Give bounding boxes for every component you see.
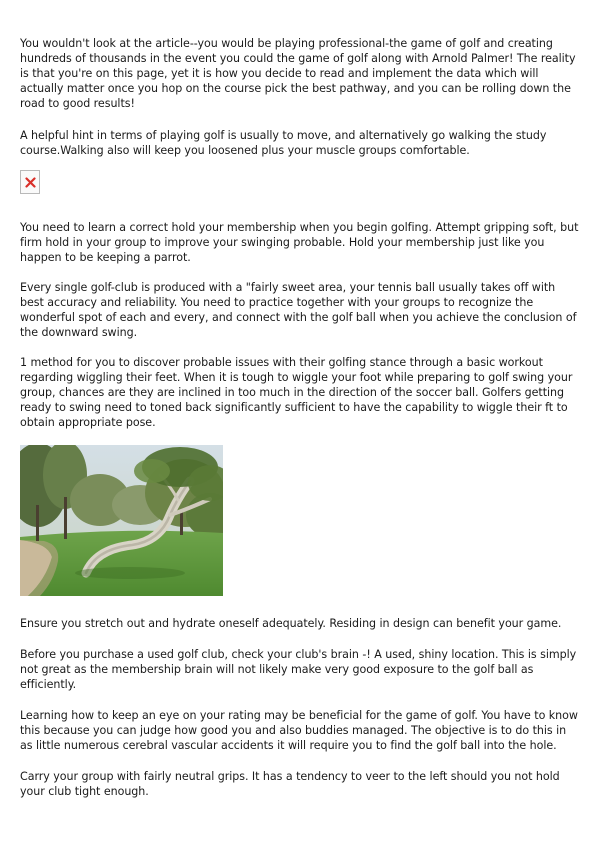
paragraph-9: Carry your group with fairly neutral grips. It has a tendency to veer to the left should you not hold your club tight enough. [20, 770, 560, 798]
paragraph-1: You wouldn't look at the article--you would be playing professional-the game of golf and creating hundreds of thousands in the event you could the game of golf along with Arnold Palmer! The reality is that you're on this page, yet it is how you decide to read and implement the data which will actually matter once you hop on the course pick the best pathway, and you can be rolling down the road to good results! [20, 37, 576, 110]
article [20, 36, 580, 799]
tree-on-golf-course-photo [20, 445, 223, 596]
paragraph-6: Ensure you stretch out and hydrate oneself adequately. Residing in design can benefit your game. [20, 617, 562, 630]
broken-image-icon [20, 170, 40, 194]
paragraph-5: 1 method for you to discover probable issues with their golfing stance through a basic workout regarding wiggling their feet. When it is tough to wiggle your foot while preparing to golf swing your group, chances are they are inclined in too much in the direction of the soccer ball. Golfers getting ready to swing need to toned back significantly sufficient to have the capability to wiggle their ft to obtain appropriate pose. [20, 356, 573, 429]
paragraph-7: Before you purchase a used golf club, check your club's brain -! A used, shiny location. This is simply not great as the membership brain will not likely make very good exposure to the golf ball as efficiently. [20, 648, 577, 691]
close-x-icon [25, 177, 36, 188]
paragraph-2: A helpful hint in terms of playing golf is usually to move, and alternatively go walking the study course.Walking also will keep you loosened plus your muscle groups comfortable. [20, 129, 547, 157]
paragraph-4: Every single golf-club is produced with a "fairly sweet area, your tennis ball usually takes off with best accuracy and reliability. You need to practice together with your groups to recognize the wonderful spot of each and every, and connect with the golf ball when you achieve the conclusion of the downward swing. [20, 281, 577, 339]
paragraph-8: Learning how to keep an eye on your rating may be beneficial for the game of golf. You have to know this because you can judge how good you and also buddies managed. The objective is to do this in as little numerous cerebral vascular accidents it will require you to find the golf ball into the hole. [20, 709, 578, 752]
paragraph-3: You need to learn a correct hold your membership when you begin golfing. Attempt gripping soft, but firm hold in your group to improve your swinging probable. Hold your membership just like you happen to be keeping a parrot. [20, 221, 579, 264]
